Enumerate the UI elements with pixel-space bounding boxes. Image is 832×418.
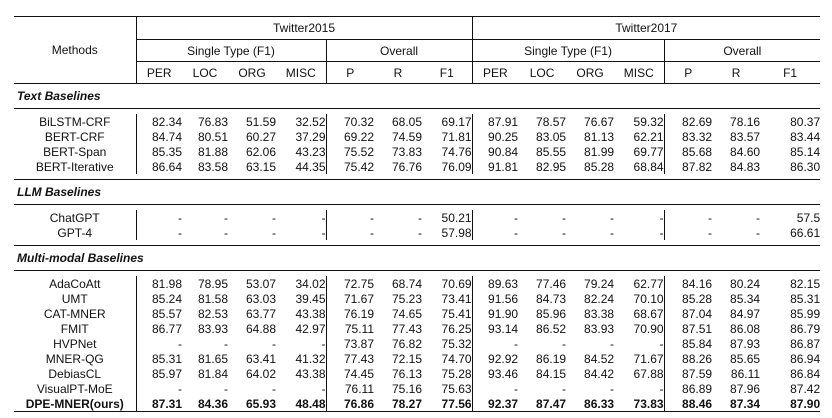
table-row <box>14 144 820 159</box>
value-cell: 60.27 <box>245 129 276 144</box>
value-cell: 66.61 <box>790 225 821 240</box>
value-cell: 86.87 <box>790 336 821 351</box>
value-cell: 74.45 <box>326 366 374 381</box>
value-cell: 62.06 <box>245 144 276 159</box>
value-cell: - <box>418 210 422 225</box>
value-cell: 75.52 <box>326 144 374 159</box>
value-cell: 76.83 <box>197 114 228 129</box>
value-cell: 37.29 <box>295 129 326 144</box>
value-cell: 82.53 <box>197 306 228 321</box>
metric-header-f1-2017: F1 <box>783 65 798 80</box>
value-cell: 73.41 <box>441 291 472 306</box>
value-cell: 68.84 <box>633 159 664 174</box>
table-row <box>14 336 820 351</box>
value-cell: 80.24 <box>730 276 761 291</box>
table-row <box>14 351 820 366</box>
metric-header-org-2015: ORG <box>238 65 266 80</box>
value-cell: 92.92 <box>472 351 518 366</box>
value-cell: 62.21 <box>633 129 664 144</box>
value-cell: 63.15 <box>245 159 276 174</box>
value-cell: 85.99 <box>790 306 821 321</box>
value-cell: 68.67 <box>633 306 664 321</box>
value-cell: 85.28 <box>584 159 615 174</box>
method-name: HVPNet <box>53 336 97 351</box>
value-cell: - <box>224 381 228 396</box>
value-cell: 87.04 <box>664 306 712 321</box>
value-cell: - <box>224 210 228 225</box>
value-cell: 43.38 <box>295 366 326 381</box>
value-cell: 85.96 <box>536 306 567 321</box>
value-cell: 75.28 <box>441 366 472 381</box>
section-header-row <box>14 84 820 109</box>
group-header-single-type-2015: Single Type (F1) <box>136 40 326 62</box>
value-cell: 83.05 <box>536 129 567 144</box>
value-cell: 39.45 <box>295 291 326 306</box>
table-row <box>14 114 820 129</box>
value-cell: - <box>321 225 326 240</box>
table-row <box>14 159 820 174</box>
value-cell: 41.32 <box>295 351 326 366</box>
value-cell: 86.89 <box>664 381 712 396</box>
value-cell: 90.25 <box>472 129 518 144</box>
value-cell: 80.37 <box>790 114 821 129</box>
value-cell: 81.58 <box>197 291 228 306</box>
metric-header-f1-2015: F1 <box>439 65 454 80</box>
value-cell: 88.26 <box>664 351 712 366</box>
value-cell: 86.77 <box>136 321 182 336</box>
value-cell: - <box>472 336 518 351</box>
value-cell: - <box>562 225 567 240</box>
value-cell: 80.51 <box>197 129 228 144</box>
value-cell: 83.57 <box>730 129 761 144</box>
value-cell: 86.64 <box>136 159 182 174</box>
metric-header-per-2015: PER <box>136 62 182 84</box>
value-cell: - <box>321 210 326 225</box>
value-cell: 76.67 <box>584 114 615 129</box>
value-cell: 72.15 <box>391 351 422 366</box>
value-cell: 87.82 <box>664 159 712 174</box>
group-header-overall-2015: Overall <box>326 40 472 62</box>
method-name: ChatGPT <box>49 210 100 225</box>
value-cell: 69.77 <box>633 144 664 159</box>
value-cell: 63.41 <box>245 351 276 366</box>
value-cell: 87.42 <box>790 381 821 396</box>
value-cell: - <box>659 225 664 240</box>
value-cell: 70.32 <box>326 114 374 129</box>
value-cell: 81.99 <box>584 144 615 159</box>
value-cell: 43.38 <box>295 306 326 321</box>
method-name: DebiasCL <box>48 366 102 381</box>
value-cell: 83.93 <box>584 321 615 336</box>
value-cell: 77.46 <box>536 276 567 291</box>
table-body <box>14 84 820 412</box>
value-cell: - <box>562 210 567 225</box>
value-cell: 83.93 <box>197 321 228 336</box>
value-cell: 63.03 <box>245 291 276 306</box>
value-cell: 87.59 <box>664 366 712 381</box>
value-cell: - <box>756 210 761 225</box>
method-name: BERT-Span <box>43 144 107 159</box>
value-cell: 74.76 <box>441 144 472 159</box>
value-cell: 71.67 <box>326 291 374 306</box>
value-cell: 86.52 <box>536 321 567 336</box>
value-cell: 75.42 <box>326 159 374 174</box>
metric-header-misc-2017: MISC <box>623 65 654 80</box>
value-cell: 85.84 <box>664 336 712 351</box>
value-cell: - <box>610 210 615 225</box>
value-cell: - <box>610 225 615 240</box>
value-cell: 85.97 <box>136 366 182 381</box>
value-cell: 75.41 <box>441 306 472 321</box>
value-cell: 85.28 <box>664 291 712 306</box>
value-cell: 84.15 <box>536 366 567 381</box>
value-cell: - <box>136 225 182 240</box>
value-cell: 87.91 <box>472 114 518 129</box>
value-cell: 89.63 <box>472 276 518 291</box>
value-cell: 85.31 <box>136 351 182 366</box>
value-cell: 84.52 <box>584 351 615 366</box>
value-cell: 84.83 <box>730 159 761 174</box>
table-row <box>14 396 820 412</box>
section-header-row <box>14 246 820 271</box>
value-cell: - <box>272 210 276 225</box>
value-cell: 42.97 <box>295 321 326 336</box>
value-cell: 82.24 <box>584 291 615 306</box>
value-cell: 77.56 <box>422 396 472 412</box>
value-cell: - <box>272 336 276 351</box>
value-cell: 71.67 <box>633 351 664 366</box>
value-cell: 57.98 <box>441 225 472 240</box>
value-cell: 82.34 <box>136 114 182 129</box>
value-cell: 88.46 <box>664 396 712 412</box>
metric-header-loc-2017: LOC <box>529 65 555 80</box>
value-cell: 68.74 <box>391 276 422 291</box>
value-cell: - <box>659 381 664 396</box>
metric-header-p-2015: P <box>326 62 374 84</box>
value-cell: 64.02 <box>245 366 276 381</box>
method-name: VisualPT-MoE <box>36 381 113 396</box>
value-cell: 34.02 <box>295 276 326 291</box>
metric-header-misc-2015: MISC <box>285 65 316 80</box>
value-cell: - <box>610 381 615 396</box>
value-cell: - <box>472 210 518 225</box>
method-name: BERT-CRF <box>44 129 105 144</box>
value-cell: - <box>224 336 228 351</box>
value-cell: - <box>472 381 518 396</box>
dataset-header-twitter2015: Twitter2015 <box>136 17 472 40</box>
value-cell: 74.59 <box>391 129 422 144</box>
value-cell: 59.32 <box>633 114 664 129</box>
value-cell: 83.38 <box>584 306 615 321</box>
group-header-single-type-2017: Single Type (F1) <box>472 40 664 62</box>
value-cell: 74.65 <box>391 306 422 321</box>
value-cell: 81.84 <box>197 366 228 381</box>
value-cell: 84.97 <box>730 306 761 321</box>
value-cell: 87.96 <box>730 381 761 396</box>
value-cell: 86.79 <box>790 321 821 336</box>
value-cell: 85.65 <box>730 351 761 366</box>
value-cell: 86.19 <box>536 351 567 366</box>
value-cell: 67.88 <box>633 366 664 381</box>
value-cell: - <box>321 336 326 351</box>
table-row <box>14 129 820 144</box>
value-cell: 87.34 <box>712 396 760 412</box>
table-row <box>14 381 820 396</box>
value-cell: 86.30 <box>790 159 821 174</box>
value-cell: 87.31 <box>136 396 182 412</box>
value-cell: 86.08 <box>730 321 761 336</box>
value-cell: 74.70 <box>441 351 472 366</box>
value-cell: 86.84 <box>790 366 821 381</box>
value-cell: 81.13 <box>584 129 615 144</box>
value-cell: - <box>272 225 276 240</box>
value-cell: 76.09 <box>441 159 472 174</box>
value-cell: 91.90 <box>472 306 518 321</box>
section-title: Multi-modal Baselines <box>14 246 820 271</box>
value-cell: 81.65 <box>197 351 228 366</box>
value-cell: 75.11 <box>326 321 374 336</box>
value-cell: 75.63 <box>441 381 472 396</box>
metric-header-r-2015: R <box>393 65 403 80</box>
value-cell: - <box>418 225 422 240</box>
value-cell: 69.17 <box>441 114 472 129</box>
value-cell: 86.94 <box>790 351 821 366</box>
metric-header-org-2017: ORG <box>576 65 604 80</box>
value-cell: 72.75 <box>326 276 374 291</box>
value-cell: 82.95 <box>536 159 567 174</box>
method-name: AdaCoAtt <box>49 276 101 291</box>
table-header <box>14 17 820 84</box>
value-cell: 53.07 <box>245 276 276 291</box>
methods-header: Methods <box>14 17 136 84</box>
value-cell: - <box>756 225 761 240</box>
value-cell: - <box>664 225 712 240</box>
method-name: BiLSTM-CRF <box>39 114 111 129</box>
value-cell: 85.57 <box>136 306 182 321</box>
value-cell: 86.11 <box>730 366 761 381</box>
value-cell: 75.16 <box>391 381 422 396</box>
value-cell: 68.05 <box>391 114 422 129</box>
section-title: Text Baselines <box>14 84 820 109</box>
value-cell: 76.82 <box>391 336 422 351</box>
value-cell: 93.46 <box>472 366 518 381</box>
value-cell: 76.25 <box>441 321 472 336</box>
value-cell: 57.5 <box>796 210 821 225</box>
value-cell: 78.95 <box>197 276 228 291</box>
method-name: UMT <box>61 291 88 306</box>
value-cell: 48.48 <box>276 396 326 412</box>
table-row <box>14 276 820 291</box>
value-cell: 85.68 <box>664 144 712 159</box>
value-cell: 85.34 <box>730 291 761 306</box>
section-title: LLM Baselines <box>14 180 820 205</box>
value-cell: 84.42 <box>584 366 615 381</box>
value-cell: 82.69 <box>664 114 712 129</box>
table-row <box>14 291 820 306</box>
table-row <box>14 366 820 381</box>
section-header-row <box>14 180 820 205</box>
value-cell: 78.16 <box>730 114 761 129</box>
value-cell: 78.57 <box>536 114 567 129</box>
value-cell: 85.31 <box>790 291 821 306</box>
method-name: CAT-MNER <box>43 306 106 321</box>
value-cell: 85.35 <box>136 144 182 159</box>
value-cell: 70.69 <box>441 276 472 291</box>
value-cell: 44.35 <box>295 159 326 174</box>
value-cell: - <box>664 210 712 225</box>
method-name: MNER-QG <box>45 351 104 366</box>
value-cell: 76.19 <box>326 306 374 321</box>
table-row <box>14 306 820 321</box>
metric-header-per-2017: PER <box>472 62 518 84</box>
group-header-overall-2017: Overall <box>664 40 820 62</box>
value-cell: - <box>659 210 664 225</box>
method-name: GPT-4 <box>57 225 93 240</box>
value-cell: 78.27 <box>374 396 422 412</box>
value-cell: 91.81 <box>472 159 518 174</box>
table-row <box>14 210 820 225</box>
value-cell: 77.43 <box>326 351 374 366</box>
value-cell: 81.88 <box>197 144 228 159</box>
value-cell: 93.14 <box>472 321 518 336</box>
method-name: DPE-MNER(ours) <box>14 396 136 412</box>
value-cell: 90.84 <box>472 144 518 159</box>
value-cell: - <box>136 210 182 225</box>
value-cell: 69.22 <box>326 129 374 144</box>
value-cell: 91.56 <box>472 291 518 306</box>
value-cell: 85.14 <box>790 144 821 159</box>
table-row <box>14 225 820 240</box>
value-cell: 85.24 <box>136 291 182 306</box>
results-table <box>14 16 820 412</box>
value-cell: 62.77 <box>633 276 664 291</box>
value-cell: - <box>321 381 326 396</box>
value-cell: 84.74 <box>136 129 182 144</box>
table-row <box>14 321 820 336</box>
value-cell: 76.13 <box>391 366 422 381</box>
value-cell: - <box>610 336 615 351</box>
value-cell: - <box>562 336 567 351</box>
value-cell: 75.32 <box>441 336 472 351</box>
value-cell: 84.16 <box>664 276 712 291</box>
value-cell: 75.23 <box>391 291 422 306</box>
value-cell: 87.93 <box>730 336 761 351</box>
value-cell: 84.73 <box>536 291 567 306</box>
value-cell: 73.83 <box>614 396 664 412</box>
method-name: BERT-Iterative <box>35 159 114 174</box>
metric-header-loc-2015: LOC <box>192 65 218 80</box>
value-cell: - <box>562 381 567 396</box>
value-cell: 76.76 <box>391 159 422 174</box>
value-cell: - <box>326 210 374 225</box>
value-cell: 76.11 <box>326 381 374 396</box>
value-cell: 83.44 <box>790 129 821 144</box>
dataset-header-twitter2017: Twitter2017 <box>472 17 820 40</box>
value-cell: 83.32 <box>664 129 712 144</box>
value-cell: 43.23 <box>295 144 326 159</box>
value-cell: - <box>272 381 276 396</box>
metric-header-r-2017: R <box>731 65 741 80</box>
method-name: FMIT <box>60 321 89 336</box>
value-cell: - <box>136 336 182 351</box>
value-cell: 81.98 <box>136 276 182 291</box>
value-cell: - <box>224 225 228 240</box>
value-cell: 87.47 <box>518 396 566 412</box>
value-cell: 87.90 <box>760 396 820 412</box>
value-cell: 85.55 <box>536 144 567 159</box>
value-cell: 63.77 <box>245 306 276 321</box>
value-cell: 65.93 <box>228 396 276 412</box>
value-cell: 73.87 <box>326 336 374 351</box>
value-cell: 83.58 <box>197 159 228 174</box>
value-cell: 70.10 <box>633 291 664 306</box>
value-cell: 64.88 <box>245 321 276 336</box>
value-cell: 50.21 <box>441 210 472 225</box>
value-cell: 87.51 <box>664 321 712 336</box>
value-cell: 79.24 <box>584 276 615 291</box>
value-cell: 76.86 <box>326 396 374 412</box>
value-cell: 73.83 <box>391 144 422 159</box>
value-cell: - <box>659 336 664 351</box>
value-cell: 84.36 <box>182 396 228 412</box>
metric-header-p-2017: P <box>664 62 712 84</box>
value-cell: 92.37 <box>472 396 518 412</box>
value-cell: 70.90 <box>633 321 664 336</box>
value-cell: - <box>472 225 518 240</box>
value-cell: 51.59 <box>245 114 276 129</box>
value-cell: - <box>326 225 374 240</box>
value-cell: 71.81 <box>441 129 472 144</box>
value-cell: - <box>136 381 182 396</box>
value-cell: 77.43 <box>391 321 422 336</box>
value-cell: 32.52 <box>295 114 326 129</box>
value-cell: 86.33 <box>566 396 614 412</box>
value-cell: 82.15 <box>790 276 821 291</box>
value-cell: 84.60 <box>730 144 761 159</box>
